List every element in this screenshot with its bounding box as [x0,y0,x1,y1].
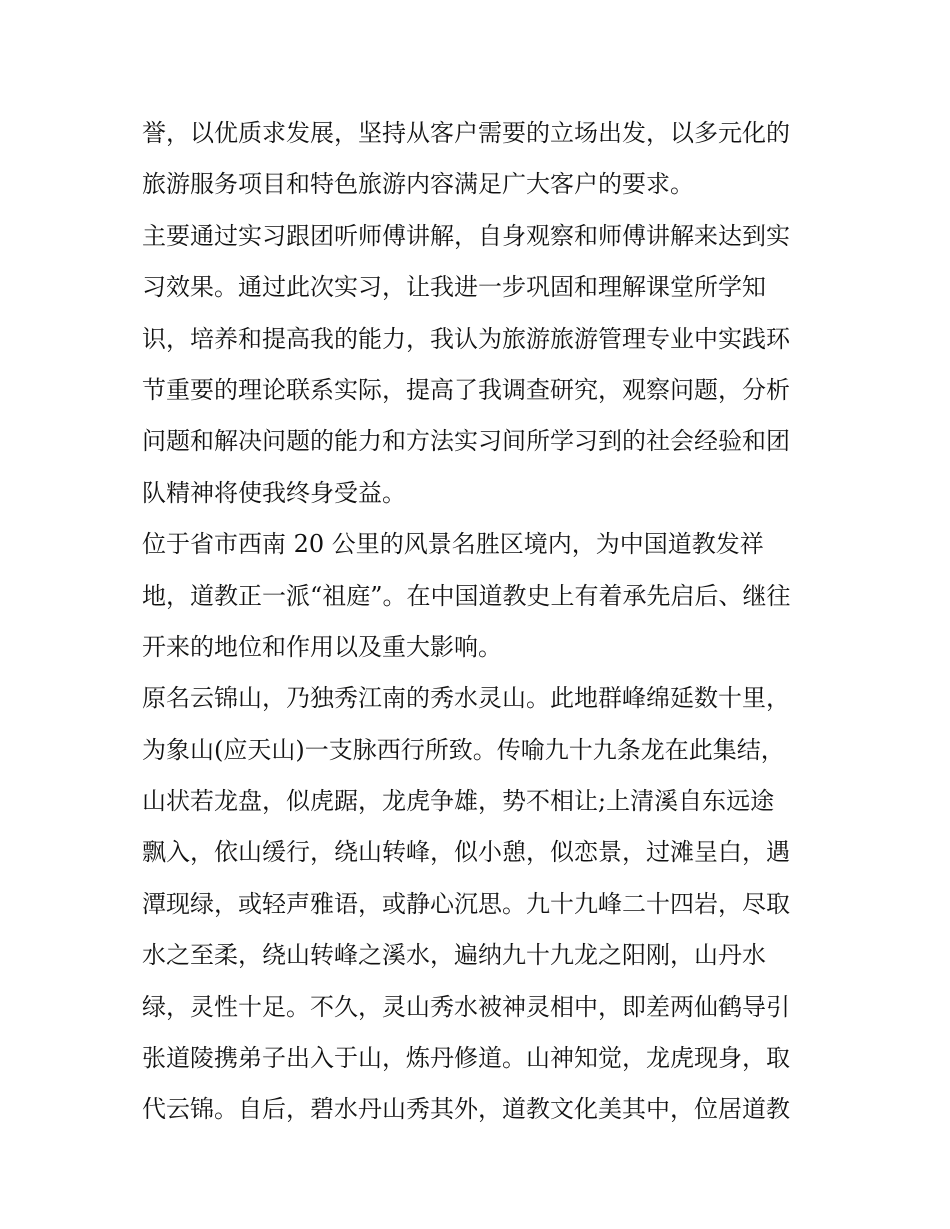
text-line: 旅游服务项目和特色旅游内容满足广大客户的要求。 [142,170,694,199]
document-body [142,108,822,1136]
text-line: 队精神将使我终身受益。 [142,478,406,507]
text-line: 习效果。通过此次实习，让我进一步巩固和理解课堂所学知 [142,273,766,302]
text-line: 地，道教正一派“祖庭”。在中国道教史上有着承先启后、继往 [142,581,791,610]
text-line: 代云锦。自后，碧水丹山秀其外，道教文化美其中，位居道教 [142,1095,790,1124]
text-line: 为象山(应天山)一支脉西行所致。传喻九十九条龙在此集结， [142,735,785,764]
text-line: 节重要的理论联系实际，提高了我调查研究，观察问题，分析 [142,375,790,404]
text-line: 潭现绿，或轻声雅语，或静心沉思。九十九峰二十四岩，尽取 [142,889,790,918]
text-line: 张道陵携弟子出入于山，炼丹修道。山神知觉，龙虎现身，取 [142,1044,790,1073]
paragraph [142,519,822,673]
text-line: 开来的地位和作用以及重大影响。 [142,632,502,661]
text-line: 识，培养和提高我的能力，我认为旅游旅游管理专业中实践环 [142,324,790,353]
text-line: 绿，灵性十足。不久，灵山秀水被神灵相中，即差两仙鹤导引 [142,992,790,1021]
text-line: 誉，以优质求发展，坚持从客户需要的立场出发，以多元化的 [142,119,790,147]
text-line: 主要通过实习跟团听师傅讲解，自身观察和师傅讲解来达到实 [142,221,790,250]
text-line: 山状若龙盘，似虎踞，龙虎争雄，势不相让;上清溪自东远途 [142,787,775,816]
paragraph [142,108,822,211]
text-line: 水之至柔，绕山转峰之溪水，遍纳九十九龙之阳刚，山丹水 [142,941,766,970]
text-line: 原名云锦山，乃独秀江南的秀水灵山。此地群峰绵延数十里， [142,684,790,713]
text-line: 问题和解决问题的能力和方法实习间所学习到的社会经验和团 [142,427,790,456]
paragraph [142,211,822,519]
paragraph [142,673,822,1136]
text-line: 位于省市西南 20 公里的风景名胜区境内，为中国道教发祥 [142,530,764,559]
text-line: 飘入，依山缓行，绕山转峰，似小憩，似恋景，过滩呈白，遇 [142,838,790,867]
